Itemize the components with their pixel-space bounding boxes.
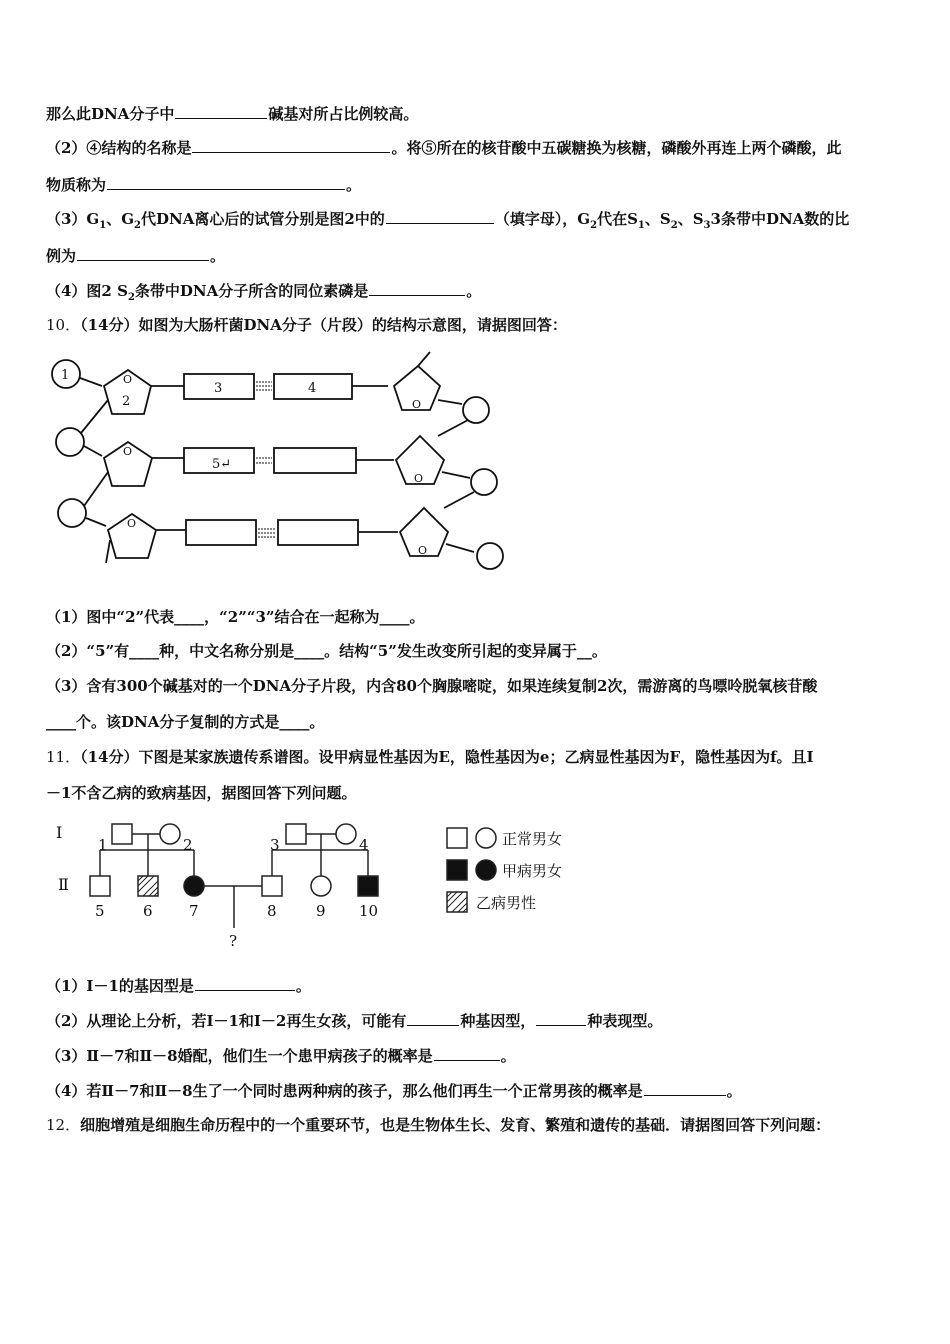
label-5: 5↵ [212, 457, 232, 472]
answer-blank[interactable] [407, 1010, 459, 1026]
individual-2: 2 [183, 836, 193, 854]
text-line: （4）图2 $S_2$条带中DNA分子所含的同位素磷是 。 [46, 282, 482, 303]
legend-disease-a: 甲病男女 [502, 862, 563, 880]
text-line: 物质称为 。 [46, 176, 362, 194]
answer-blank[interactable] [195, 975, 295, 991]
label-1: 1 [61, 368, 70, 383]
question-11-part-3: （3）Ⅱ－7和Ⅱ－8婚配，他们生一个患甲病孩子的概率是 。 [46, 1047, 516, 1065]
individual-5: 5 [95, 902, 105, 920]
question-10-part-3: （3）含有300个碱基对的一个DNA分子片段，内含80个胸腺嘧啶，如果连续复制2次，需游离的鸟嘌呤脱氧核苷酸 [46, 677, 818, 695]
answer-blank[interactable] [536, 1010, 586, 1026]
generation-II: Ⅱ [58, 875, 69, 894]
svg-text:O: O [127, 517, 137, 530]
individual-9: 9 [316, 902, 326, 920]
legend-normal: 正常男女 [502, 830, 563, 848]
svg-text:O: O [412, 398, 422, 411]
individual-1: 1 [98, 836, 108, 854]
answer-blank[interactable] [369, 280, 465, 296]
legend-disease-b: 乙病男性 [476, 894, 537, 912]
question-10-part-1: （1）图中“2”代表____，“2”“3”结合在一起称为____。 [46, 608, 425, 626]
individual-6: 6 [143, 902, 153, 920]
question-10-title: 10．（14分）如图为大肠杆菌DNA分子（片段）的结构示意图，请据图回答： [46, 316, 567, 334]
answer-blank[interactable] [175, 103, 267, 119]
question-11-part-2: （2）从理论上分析，若Ⅰ－1和Ⅰ－2再生女孩，可能有 种基因型， 种表现型。 [46, 1012, 663, 1030]
answer-blank[interactable] [192, 137, 390, 153]
answer-blank[interactable] [434, 1045, 500, 1061]
text-line: （2）④结构的名称是 。将⑤所在的核苷酸中五碳糖换为核糖，磷酸外再连上两个磷酸，此 [46, 139, 842, 157]
question-11-part-1: （1）Ⅰ－1的基因型是 。 [46, 977, 311, 995]
svg-text:O: O [418, 544, 428, 557]
label-3: 3 [214, 381, 223, 396]
question-11-title: 11．（14分）下图是某家族遗传系谱图。设甲病显性基因为E，隐性基因为e；乙病显性基因为F，隐性基因为f。且Ⅰ [46, 748, 814, 766]
text-line: 例为 。 [46, 247, 226, 265]
label-2: 2 [122, 394, 131, 409]
answer-blank[interactable] [107, 174, 345, 190]
answer-blank[interactable] [77, 245, 209, 261]
dna-structure-figure [46, 348, 516, 580]
label-4: 4 [308, 381, 317, 396]
question-11-title-cont: －1不含乙病的致病基因，据图回答下列问题。 [46, 784, 357, 802]
question-12-title: 12．细胞增殖是细胞生命历程中的一个重要环节，也是生物体生长、发育、繁殖和遗传的基础．请据图回答下列问题： [46, 1116, 831, 1134]
answer-blank[interactable] [386, 208, 494, 224]
svg-text:O: O [123, 445, 133, 458]
question-10-part-2: （2）“5”有____种，中文名称分别是____。结构“5”发生改变所引起的变异属于__。 [46, 642, 607, 660]
unknown-child: ? [229, 932, 238, 950]
question-11-part-4: （4）若Ⅱ－7和Ⅱ－8生了一个同时患两种病的孩子，那么他们再生一个正常男孩的概率是 。 [46, 1082, 742, 1100]
pedigree-figure [46, 816, 606, 958]
sugar-oxygen: O [123, 373, 133, 386]
individual-8: 8 [267, 902, 277, 920]
svg-text:O: O [414, 472, 424, 485]
individual-4: 4 [359, 836, 369, 854]
generation-I: Ⅰ [56, 823, 63, 842]
individual-7: 7 [189, 902, 199, 920]
question-10-part-3b: ____个。该DNA分子复制的方式是____。 [46, 713, 325, 731]
individual-3: 3 [270, 836, 280, 854]
text-line: $(3)G_1$、$G_2$代DNA离心后的试管分别是图2中的 （填字母），$G_2$代在$S_1$、$S_2$、$S_33$条带中DNA数的比 [46, 210, 850, 231]
individual-10: 10 [359, 902, 379, 920]
answer-blank[interactable] [644, 1080, 726, 1096]
text-line: 那么此DNA分子中 碱基对所占比例较高。 [46, 105, 419, 123]
